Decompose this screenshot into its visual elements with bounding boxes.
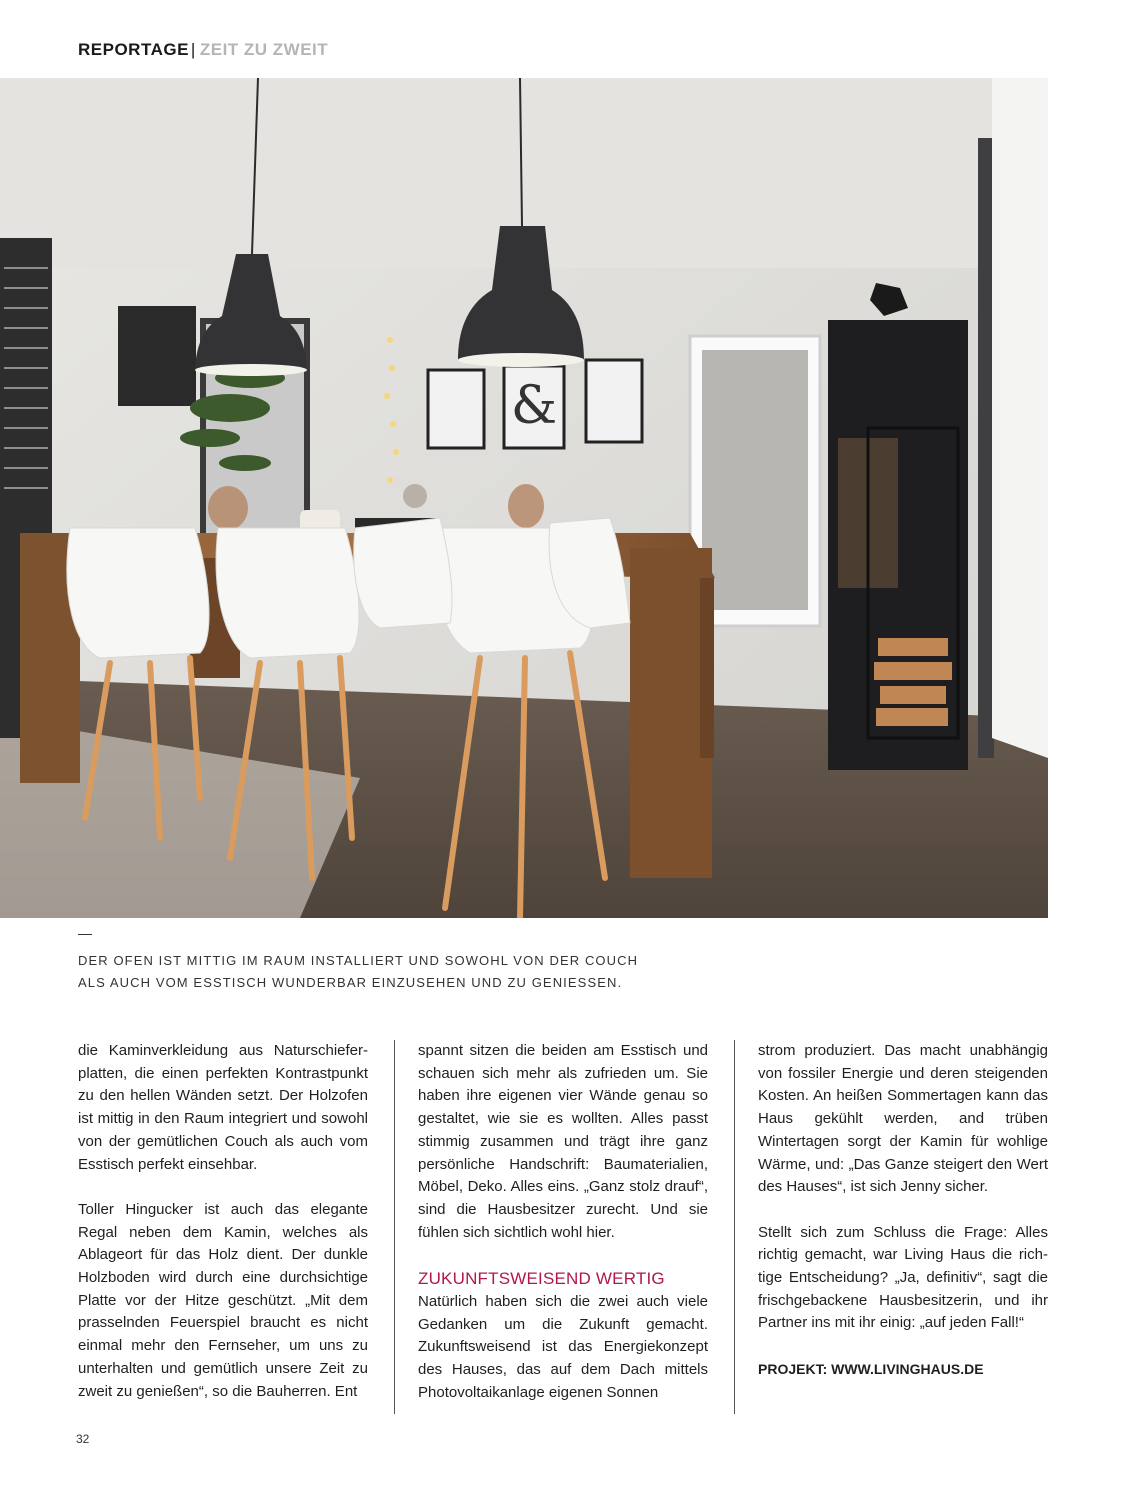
paragraph: die Kaminverkleidung aus Naturschieferplatten, die einen perfekten Kontrastpunkt zu den hellen Wänden setzt. Der Holzofen ist mittig in den Raum integriert und sowohl von der gemütlichen Couch als auch vom Esstisch perfekt einsehbar.: [78, 1042, 368, 1173]
paragraph: Natürlich haben sich die zwei auch viele Gedanken um die Zukunft gemacht. Zukunftsweisend ist das Energiekonzept des Hauses, das auf dem Dach mittels Photovoltaikanlage eigenen Sonnen: [418, 1293, 708, 1401]
caption-line-2: ALS AUCH VOM ESSTISCH WUNDERBAR EINZUSEHEN UND ZU GENIESSEN.: [78, 975, 623, 990]
text-column-3: [758, 1040, 1048, 1381]
paragraph: Toller Hingucker ist auch das elegante Regal neben dem Kamin, welches als Ablageort für das Holz dient. Der dunkle Holzboden wird durch eine durchsichtige Platte vor der Hitze geschützt. „Mit dem prasselnden Feuerspiel braucht es nicht einmal mehr den Fernseher, um uns zu unterhalten und gemütlich unsere Zeit zu zweit zu genießen“, so die Bauherren. Ent: [78, 1200, 368, 1400]
text-column-2: [418, 1040, 708, 1427]
section-title: ZEIT ZU ZWEIT: [199, 40, 329, 59]
dining-room-photo: [0, 78, 1048, 918]
caption-dash: [78, 934, 92, 935]
svg-text:&: &: [510, 376, 558, 436]
section-header: [78, 40, 328, 60]
paragraph: strom produziert. Das macht unabhängig von fossiler Energie und deren steigenden Kosten. An heißen Sommertagen kann das Haus gekühlt werden, and trüben Wintertagen sorgt der Kamin für wohlige Wärme, und: „Das Ganze steigert den Wert des Hauses“, ist sich Jenny sicher.: [758, 1042, 1048, 1196]
section-label: REPORTAGE: [78, 40, 189, 59]
project-link[interactable]: PROJEKT: WWW.LIVINGHAUS.DE: [758, 1360, 984, 1377]
column-divider: [394, 1040, 395, 1414]
subheading: ZUKUNFTSWEISEND WERTIG: [418, 1269, 665, 1289]
text-column-1: [78, 1040, 368, 1426]
photo-caption: [78, 950, 698, 994]
header-divider: |: [190, 40, 196, 59]
paragraph: spannt sitzen die beiden am Esstisch und schauen sich mehr als zufrieden um. Sie haben ihre eigenen vier Wände genau so gestaltet, wie sie es wollten. Alles passt stimmig zusammen und trägt ihre ganz persönliche Handschrift: Baumaterialien, Möbel, Deko. Alles eins. „Ganz stolz drauf“, sind die Hausbesitzer zurecht. Und sie fühlen sich sichtlich wohl hier.: [418, 1042, 708, 1241]
page-number: 32: [76, 1432, 90, 1446]
caption-line-1: DER OFEN IST MITTIG IM RAUM INSTALLIERT UND SOWOHL VON DER COUCH: [78, 953, 639, 968]
column-divider: [734, 1040, 735, 1414]
paragraph: Stellt sich zum Schluss die Frage: Alles richtig gemacht, war Living Haus die richtige Entscheidung? „Ja, definitiv“, sagt die frischgebackene Hausbesitzerin, und ihr Partner ins mit ihr einig: „auf jeden Fall!“: [758, 1223, 1048, 1332]
